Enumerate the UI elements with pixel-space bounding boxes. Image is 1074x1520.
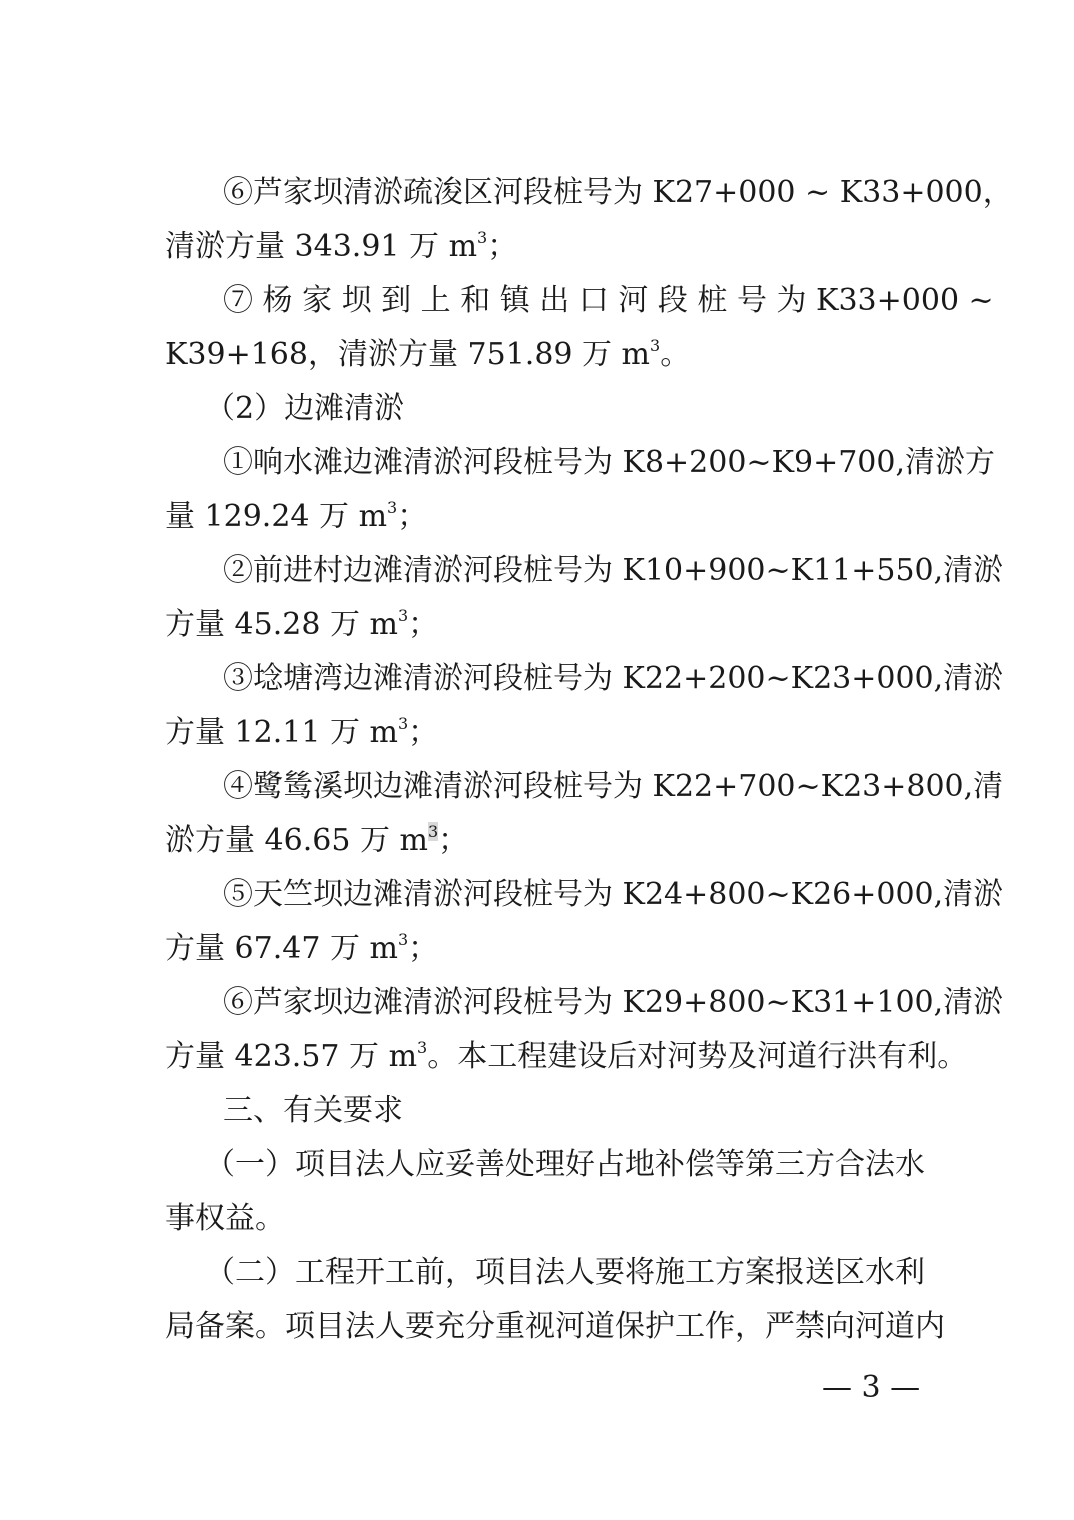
text-line: ③埝塘湾边滩清淤河段桩号为 K22+200~K23+000,清淤: [223, 661, 1004, 696]
superscript: 3: [650, 336, 661, 355]
text-line: ①响水滩边滩清淤河段桩号为 K8+200~K9+700,清淤方: [223, 445, 996, 480]
text-span: 清淤方量 343.91 万 m: [165, 229, 478, 264]
text-line: （二）工程开工前，项目法人要将施工方案报送区水利: [205, 1255, 925, 1290]
paragraph: [165, 382, 910, 436]
paragraph: [165, 652, 1004, 760]
text-span: 量 129.24 万 m: [165, 499, 388, 534]
paragraph: [165, 166, 1013, 274]
paragraph: [165, 1084, 910, 1138]
superscript: 3: [387, 498, 398, 517]
text-line: ⑦ 杨 家 坝 到 上 和 镇 出 口 河 段 桩 号 为 K33+000 ~: [223, 283, 994, 318]
document-body: [165, 166, 1013, 1354]
text-line: ⑥芦家坝边滩清淤河段桩号为 K29+800~K31+100,清淤: [223, 985, 1004, 1020]
superscript: 3: [397, 606, 409, 625]
paragraph: [165, 1246, 945, 1354]
text-line: （一）项目法人应妥善处理好占地补偿等第三方合法水: [205, 1147, 925, 1182]
text-line: ②前进村边滩清淤河段桩号为 K10+900~K11+550,清淤: [223, 553, 1004, 588]
text-line: [165, 328, 910, 382]
superscript: 3: [417, 1038, 428, 1057]
text-line: [165, 220, 910, 274]
paragraph: [165, 976, 1004, 1084]
paragraph: [165, 436, 996, 544]
superscript: 3: [397, 930, 409, 949]
page-number: — 3 —: [822, 1370, 921, 1405]
text-line: [165, 598, 910, 652]
text-line: [165, 1030, 968, 1084]
text-span: 方量 12.11 万 m: [165, 715, 398, 750]
text-line: [165, 814, 910, 868]
punctuation: ；: [438, 823, 469, 858]
text-line: ⑥芦家坝清淤疏浚区河段桩号为 K27+000 ~ K33+000，: [223, 175, 1013, 210]
text-line: 局备案。项目法人要充分重视河道保护工作，严禁向河道内: [165, 1309, 945, 1344]
text-line: [165, 706, 910, 760]
punctuation: ；: [408, 931, 439, 966]
text-span: 淤方量 46.65 万 m: [165, 823, 428, 858]
paragraph: [165, 274, 994, 382]
punctuation: ；: [408, 607, 439, 642]
text-line: [165, 490, 910, 544]
text-line: ④鹭鸶溪坝边滩清淤河段桩号为 K22+700~K23+800,清: [223, 769, 1004, 804]
punctuation: ；: [487, 229, 518, 264]
paragraph: [165, 1138, 925, 1246]
superscript-highlighted: 3: [427, 822, 439, 841]
text-span: 。本工程建设后对河势及河道行洪有利。: [427, 1039, 968, 1074]
paragraph: [165, 868, 1004, 976]
punctuation: 。: [660, 337, 691, 372]
text-line: 事权益。: [165, 1201, 285, 1236]
text-span: 方量 45.28 万 m: [165, 607, 398, 642]
paragraph: [165, 760, 1004, 868]
paragraph: [165, 544, 1004, 652]
text-line: [165, 922, 910, 976]
text-span: 方量 423.57 万 m: [165, 1039, 418, 1074]
punctuation: ；: [397, 499, 428, 534]
section-heading: （2）边滩清淤: [205, 391, 405, 426]
section-heading: 三、有关要求: [223, 1093, 403, 1128]
text-span: K39+168，清淤方量 751.89 万 m: [165, 337, 651, 372]
superscript: 3: [477, 228, 488, 247]
superscript: 3: [397, 714, 409, 733]
text-line: ⑤天竺坝边滩清淤河段桩号为 K24+800~K26+000,清淤: [223, 877, 1004, 912]
text-span: 方量 67.47 万 m: [165, 931, 398, 966]
punctuation: ；: [408, 715, 439, 750]
